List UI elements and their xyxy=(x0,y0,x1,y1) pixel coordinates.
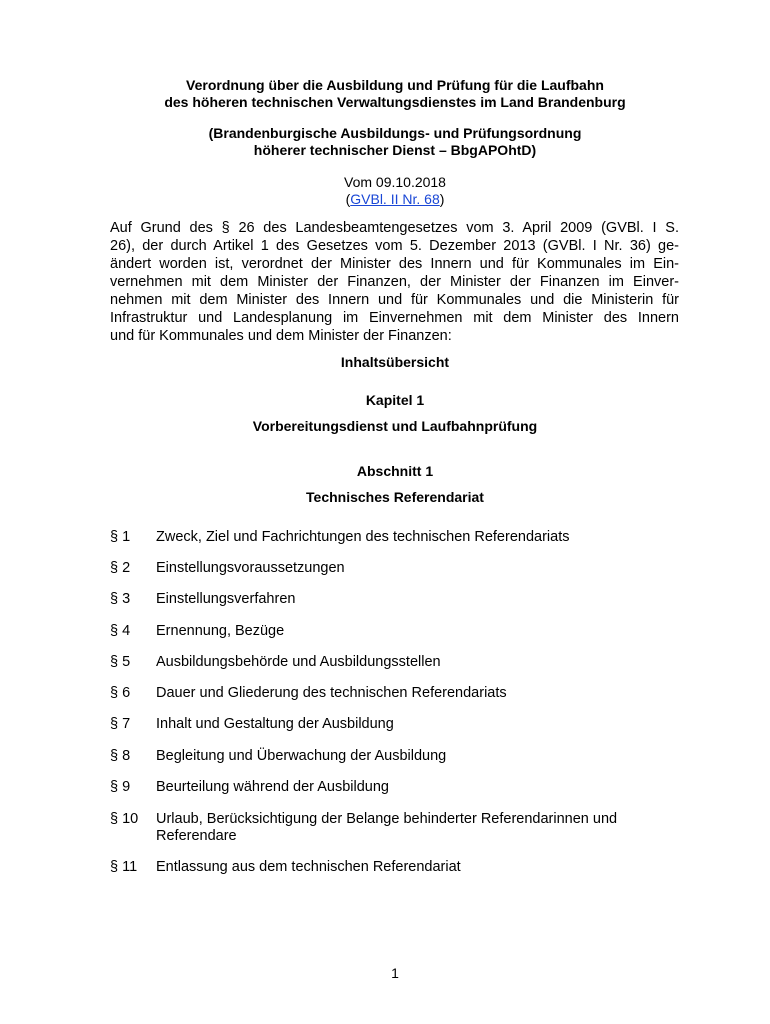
gazette-close-paren: ) xyxy=(439,191,445,207)
gazette-link[interactable]: GVBl. II Nr. 68 xyxy=(350,191,440,207)
toc-entry-number: § 2 xyxy=(110,560,131,576)
date-block xyxy=(110,174,680,208)
toc-entry-title: Beurteilung während der Ausbildung xyxy=(156,779,389,795)
toc-entry-title: Begleitung und Überwachung der Ausbildung xyxy=(156,748,447,764)
section-label: Abschnitt 1 xyxy=(356,463,434,479)
toc-entry-number: § 11 xyxy=(110,859,138,875)
toc-heading: Inhaltsübersicht xyxy=(340,354,450,370)
section-title: Technisches Referendariat xyxy=(306,489,484,505)
toc-entry-number: § 4 xyxy=(110,623,131,639)
document-title xyxy=(110,77,680,111)
toc-entry-title: Dauer und Gliederung des technischen Referendariats xyxy=(156,685,507,701)
gazette-open-paren: ( xyxy=(345,191,351,207)
toc-entry-number: § 3 xyxy=(110,591,131,607)
toc-entry-title xyxy=(156,811,680,845)
preamble-line: nehmen mit dem Minister des Innern und für Kommunales und die Ministerin für xyxy=(110,292,679,308)
toc-entry-title: Ernennung, Bezüge xyxy=(156,623,285,639)
toc-entry-number: § 5 xyxy=(110,654,131,670)
preamble-line: und für Kommunales und dem Minister der Finanzen: xyxy=(110,328,452,344)
toc-entry-title-line: Urlaub, Berücksichtigung der Belange behinderter Referendarinnen und xyxy=(156,811,618,827)
toc-entry-title: Zweck, Ziel und Fachrichtungen des technischen Referendariats xyxy=(156,529,570,545)
chapter-title: Vorbereitungsdienst und Laufbahnprüfung xyxy=(252,418,538,434)
preamble xyxy=(110,219,679,345)
toc-entry-title: Entlassung aus dem technischen Referendariat xyxy=(156,859,461,875)
toc-entry-title: Ausbildungsbehörde und Ausbildungsstellen xyxy=(156,654,441,670)
toc-entry-title: Einstellungsverfahren xyxy=(156,591,296,607)
toc-entry-number: § 7 xyxy=(110,716,131,732)
toc-entry-number: § 8 xyxy=(110,748,131,764)
toc-entry-title: Inhalt und Gestaltung der Ausbildung xyxy=(156,716,394,732)
subtitle-line: höherer technischer Dienst – BbgAPOhtD) xyxy=(253,142,537,158)
title-line: des höheren technischen Verwaltungsdienstes im Land Brandenburg xyxy=(164,94,626,110)
toc-entry-number: § 10 xyxy=(110,811,139,827)
title-line: Verordnung über die Ausbildung und Prüfung für die Laufbahn xyxy=(186,77,604,93)
toc-entry-number: § 1 xyxy=(110,529,131,545)
toc-entry-title: Einstellungsvoraussetzungen xyxy=(156,560,345,576)
chapter-label: Kapitel 1 xyxy=(365,392,425,408)
preamble-line: ändert worden ist, verordnet der Minister des Innern und für Kommunales im Ein- xyxy=(110,256,679,272)
toc-entry-title-line: Referendare xyxy=(156,828,237,844)
subtitle-line: (Brandenburgische Ausbildungs- und Prüfungsordnung xyxy=(208,125,582,141)
preamble-line: vernehmen mit dem Minister der Finanzen, der Minister der Finanzen im Einver- xyxy=(110,274,679,290)
page-number: 1 xyxy=(391,965,399,981)
document-subtitle xyxy=(110,125,680,159)
preamble-line: Infrastruktur und Landesplanung im Einvernehmen mit dem Minister des Innern xyxy=(110,310,679,326)
preamble-line: 26), der durch Artikel 1 des Gesetzes vom 5. Dezember 2013 (GVBl. I Nr. 36) ge- xyxy=(110,238,679,254)
gazette-reference xyxy=(110,191,680,208)
toc-entry-number: § 9 xyxy=(110,779,131,795)
preamble-line: Auf Grund des § 26 des Landesbeamtengesetzes vom 3. April 2009 (GVBl. I S. xyxy=(110,220,679,236)
toc-entry-number: § 6 xyxy=(110,685,131,701)
document-date: Vom 09.10.2018 xyxy=(344,174,446,190)
